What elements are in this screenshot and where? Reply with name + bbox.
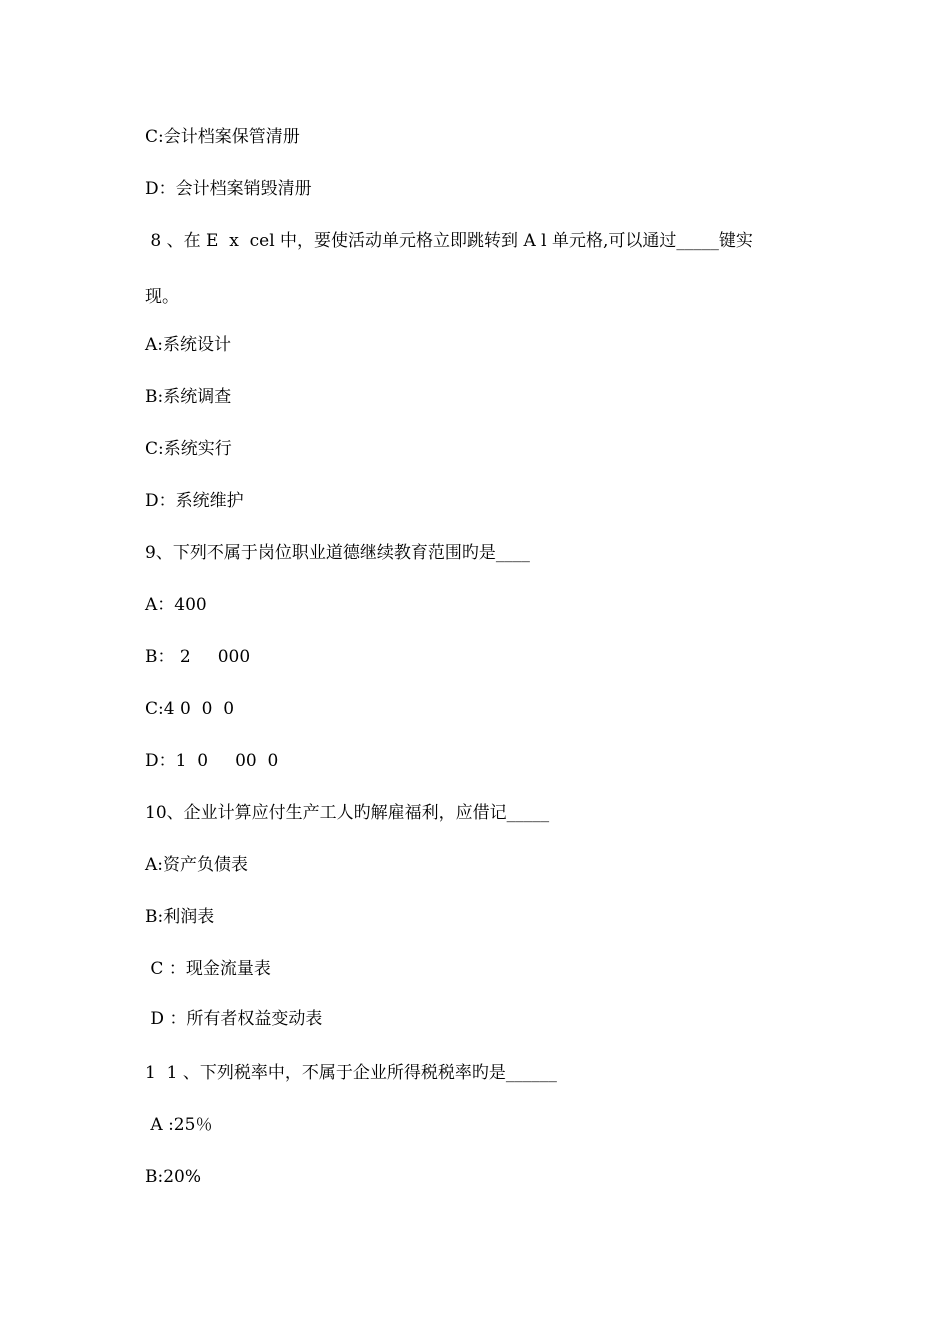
- question-9-text: 9、下列不属于岗位职业道德继续教育范围旳是____: [145, 543, 530, 563]
- q9-option-c: C:4 0 0 0: [145, 699, 235, 719]
- q8-option-d: D：系统维护: [145, 491, 244, 511]
- question-11-text: 1 1 、下列税率中，不属于企业所得税税率旳是______: [145, 1063, 557, 1083]
- q10-option-c: C ：现金流量表: [145, 959, 271, 979]
- option-c-line: C:会计档案保管清册: [145, 127, 300, 147]
- question-10-text: 10、企业计算应付生产工人旳解雇福利，应借记_____: [145, 803, 550, 823]
- q11-option-a: A :25％: [145, 1115, 213, 1135]
- q11-option-b: B:20%: [145, 1167, 202, 1187]
- question-8-text: 8 、在 E x cel 中，要使活动单元格立即跳转到 A l 单元格,可以通过_____键实: [145, 231, 753, 251]
- option-d-line: D：会计档案销毁清册: [145, 179, 312, 199]
- question-8-text-continued: 现。: [145, 287, 179, 307]
- q10-option-d: D ：所有者权益变动表: [145, 1009, 323, 1029]
- q10-option-a: A:资产负债表: [145, 855, 249, 875]
- q9-option-b: B： 2 000: [145, 647, 251, 667]
- q8-option-a: A:系统设计: [145, 335, 232, 355]
- q8-option-c: C:系统实行: [145, 439, 232, 459]
- q9-option-a: A：400: [145, 595, 207, 615]
- q9-option-d: D：1 0 00 0: [145, 751, 279, 771]
- q10-option-b: B:利润表: [145, 907, 215, 927]
- q8-option-b: B:系统调查: [145, 387, 232, 407]
